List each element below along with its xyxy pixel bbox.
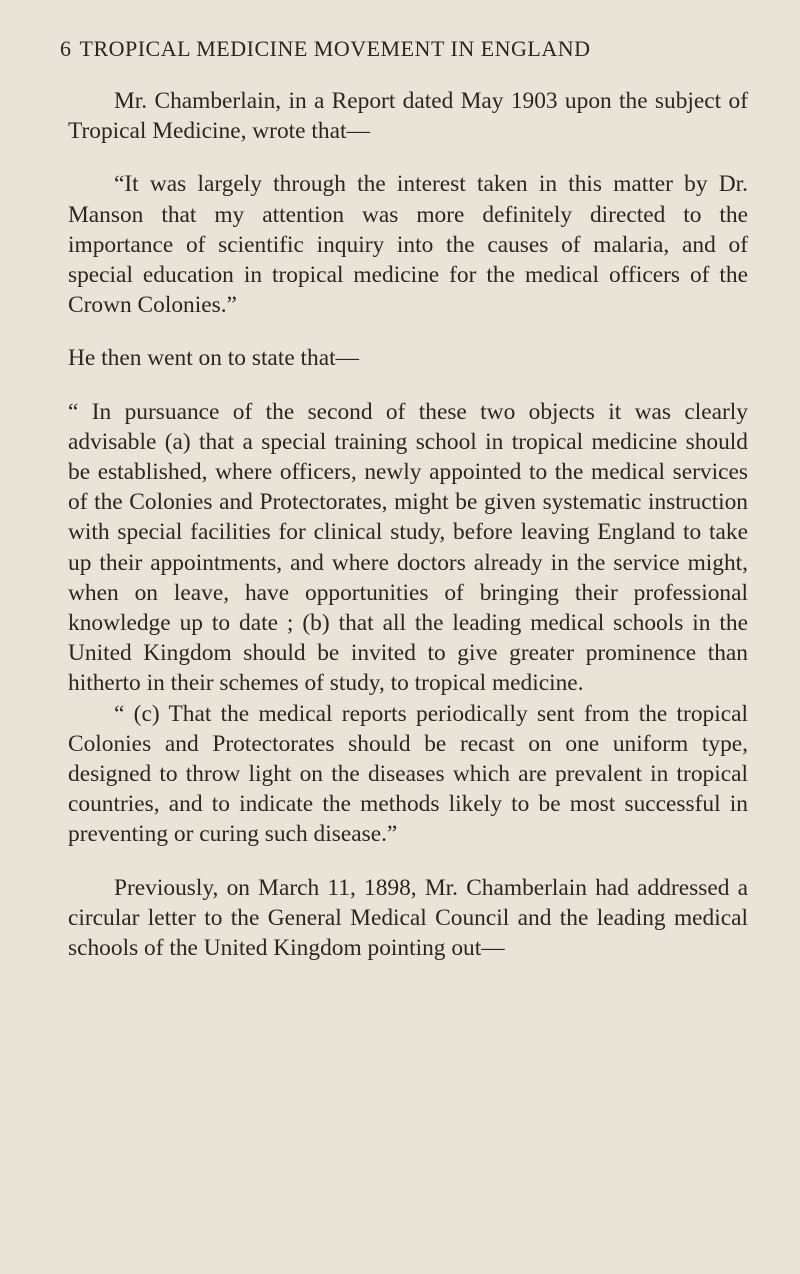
body-text — [68, 86, 748, 963]
paragraph-transition: He then went on to state that— — [68, 345, 360, 372]
quote-manson: “It was largely through the interest taken in this matter by Dr. Manson that my attention was more definitely directed to the importance of scientific inquiry into the causes of malaria, and of special education in tropical medicine for the medical officers of the Crown Colonies.” — [68, 171, 748, 319]
running-head — [60, 36, 760, 62]
quote-objects: “ In pursuance of the second of these two objects it was clearly advisable (a) that a special training school in tropical medicine should be established, where officers, newly appointed to the medical services of the Colonies and Protectorates, might be given systematic instruction with special facilities for clinical study, before leaving England to take up their appointments, and where doctors already in the service might, when on leave, have opportunities of bringing their professional knowledge up to date ; (b) that all the leading medical schools in the United Kingdom should be invited to give greater prominence than hitherto in their schemes of study, to tropical medicine. — [68, 398, 748, 697]
page-number: 6 — [60, 36, 72, 61]
running-title: TROPICAL MEDICINE MOVEMENT IN ENGLAND — [79, 36, 591, 61]
paragraph-circular-letter: Previously, on March 11, 1898, Mr. Chamberlain had addressed a circular letter to the General Medical Council and the leading medical schools of the United Kingdom pointing out— — [68, 874, 748, 962]
quote-medical-reports: “ (c) That the medical reports periodically sent from the tropical Colonies and Protectorates should be recast on one uniform type, designed to throw light on the diseases which are prevalent in tropical countries, and to indicate the methods likely to be most successful in preventing or curing such disease.” — [68, 700, 748, 848]
paragraph-intro: Mr. Chamberlain, in a Report dated May 1903 upon the subject of Tropical Medicine, wrote that— — [68, 88, 748, 145]
